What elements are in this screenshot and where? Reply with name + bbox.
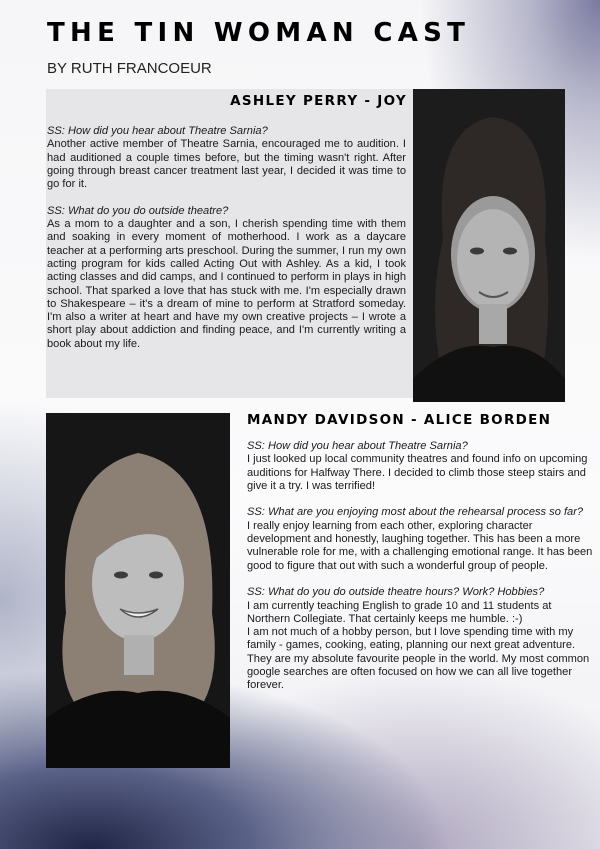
question-text: SS: How did you hear about Theatre Sarnia? (247, 440, 468, 452)
question-text: SS: What do you do outside theatre? (47, 204, 229, 217)
cast-name-mandy-davidson: MANDY DAVIDSON - ALICE BORDEN (247, 412, 552, 428)
cast-name-ashley-perry: ASHLEY PERRY - JOY (230, 93, 407, 109)
answer-text: I just looked up local community theatres and found info on upcoming auditions for Halfway There. I decided to climb those steep stairs and give it a try. I was terrified! (247, 453, 588, 492)
answer-text: I am currently teaching English to grade 10 and 11 students at Northern Collegiate. That certainly keeps me humble. :-) (247, 599, 552, 625)
answer-text: Another active member of Theatre Sarnia, encouraged me to audition. I had auditioned a couple times before, but the timing wasn't right. After going through breast cancer treatment last year, I decided it was time to go for it. (47, 138, 406, 191)
question-text: SS: How did you hear about Theatre Sarnia? (47, 125, 268, 137)
question-text: SS: What do you do outside theatre hours? Work? Hobbies? (247, 586, 545, 599)
answer-text: I really enjoy learning from each other, exploring character development and honestly, laughing together. This has been a more vulnerable role for me, with a challenging emotional range. It has been good to figure that out with such a wonderful group of people. (247, 519, 593, 572)
byline: BY RUTH FRANCOEUR (47, 60, 212, 77)
question-text: SS: What are you enjoying most about the rehearsal process so far? (247, 506, 584, 519)
portrait-photo-mandy (46, 413, 230, 768)
page-title: THE TIN WOMAN CAST (47, 18, 471, 48)
cast-interview-mandy (247, 440, 593, 693)
answer-text: I am not much of a hobby person, but I love spending time with my family - games, cooking, eating, planning our next great adventure. They are my absolute favourite people in the world. My most common google searches are often focused on how we can all live together forever. (247, 626, 590, 692)
answer-text: As a mom to a daughter and a son, I cherish spending time with them and soaking in every moment of motherhood. I work as a daycare teacher at a performing arts preschool. During the summer, I run my own acting program for kids called Acting Out with Ashley. As a kid, I took acting classes and did camps, and I continued to perform in plays in high school. That sparked a love that has stuck with me. I'm especially drawn to Shakespeare – it's a dream of mine to perform at Stratford someday. I'm also a writer at heart and have my own creative projects – I wrote a short play about addiction and finding peace, and I'm currently writing a book about my life. (47, 218, 406, 350)
cast-interview-ashley (47, 125, 406, 351)
portrait-photo-ashley (413, 89, 565, 402)
